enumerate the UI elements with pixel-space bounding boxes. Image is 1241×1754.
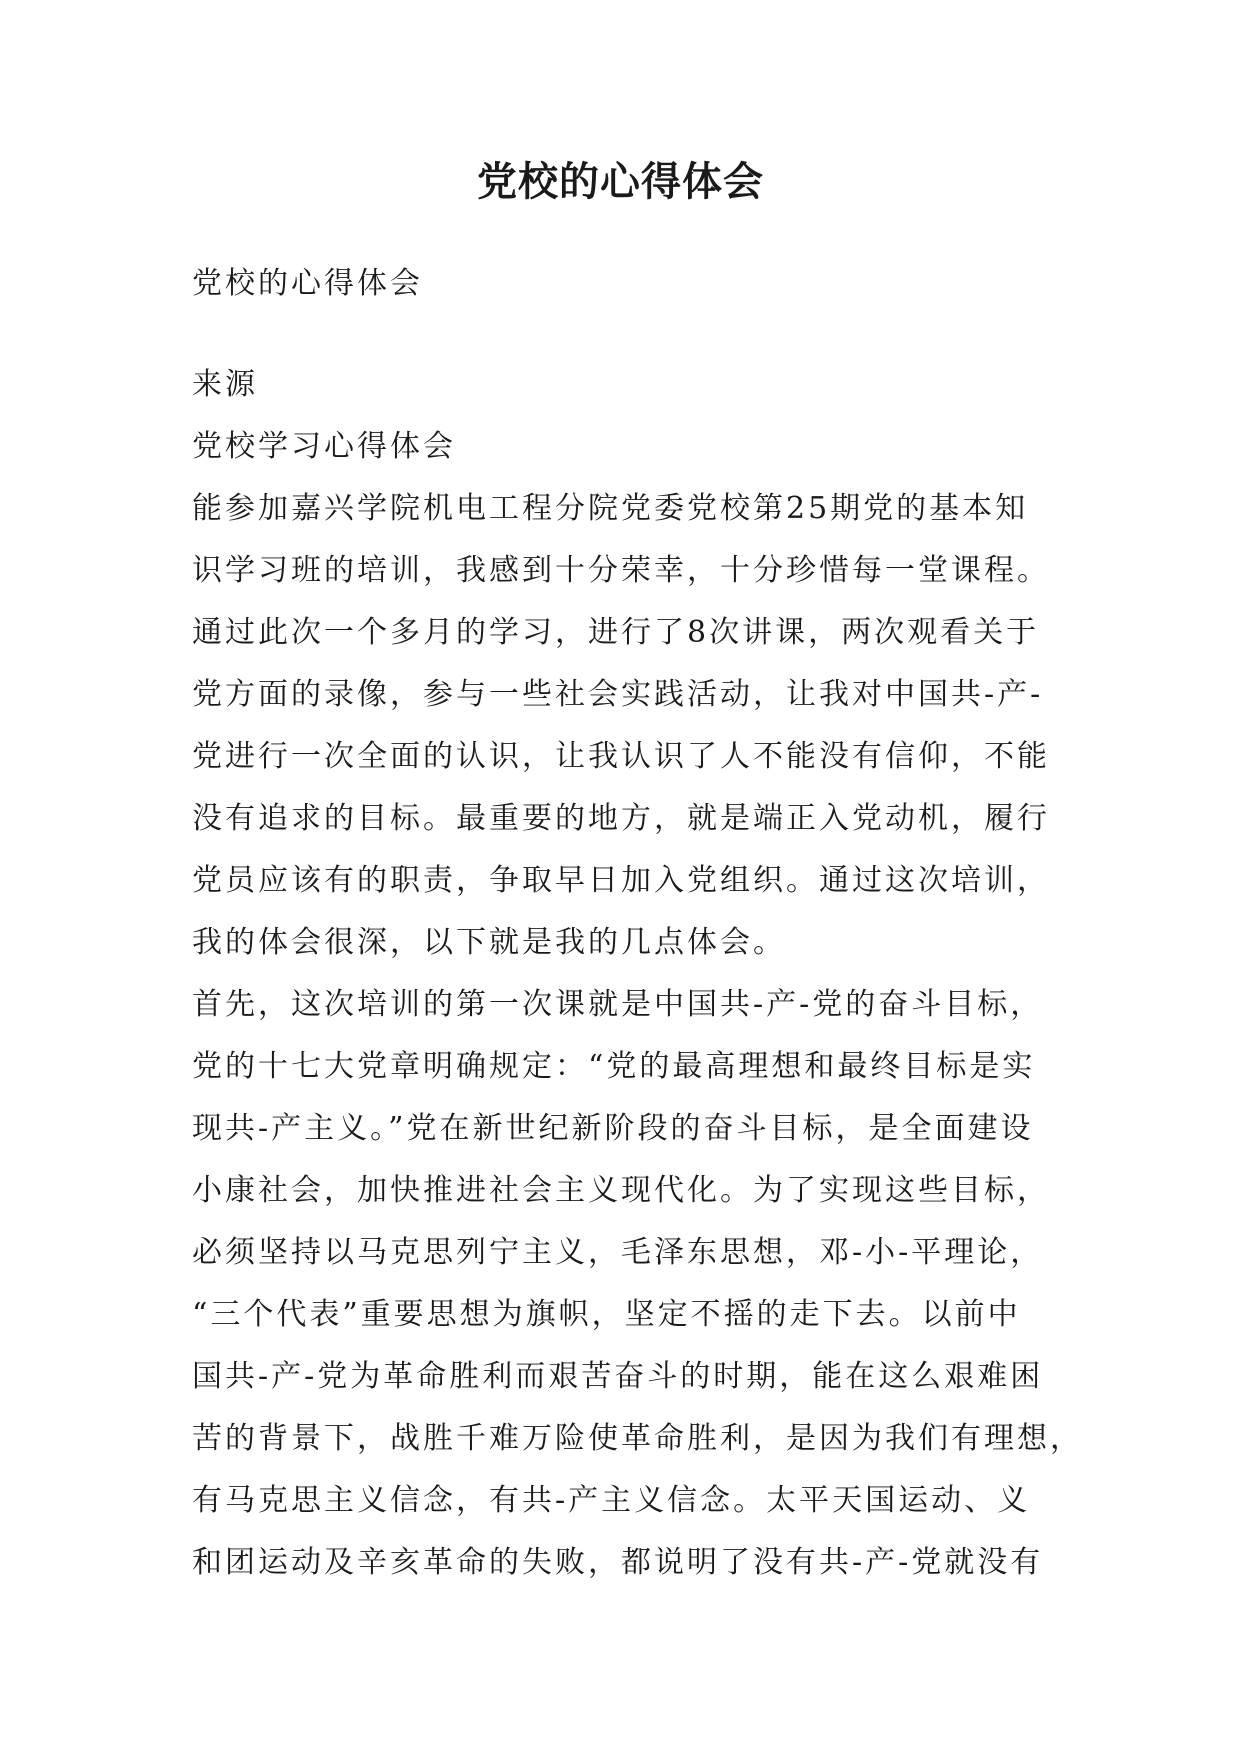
paragraph-2-line: 小康社会，加快推进社会主义现代化。为了实现这些目标， <box>192 1173 1050 1208</box>
subtitle <box>192 253 1052 315</box>
section-heading: 党校学习心得体会 <box>192 429 456 464</box>
paragraph-2-line: 和团运动及辛亥革命的失败，都说明了没有共-产-党就没有 <box>192 1545 1044 1580</box>
paragraph-1-line: 没有追求的目标。最重要的地方，就是端正入党动机，履行 <box>192 801 1050 836</box>
paragraph-1-line: 党进行一次全面的认识，让我认识了人不能没有信仰，不能 <box>192 739 1050 774</box>
subtitle-line: 党校的心得体会 <box>192 266 423 301</box>
paragraph-1-line: 党方面的录像，参与一些社会实践活动，让我对中国共-产- <box>192 677 1044 712</box>
paragraph-2-line: 党的十七大党章明确规定：“党的最高理想和最终目标是实 <box>192 1049 1036 1084</box>
paragraph-2-line: 国共-产-党为革命胜利而艰苦奋斗的时期，能在这么艰难困 <box>192 1359 1044 1394</box>
source-label: 来源 <box>192 367 258 402</box>
paragraph-2-line: 首先，这次培训的第一次课就是中国共-产-党的奋斗目标， <box>192 987 1044 1022</box>
paragraph-2-line: 现共-产主义。”党在新世纪新阶段的奋斗目标，是全面建设 <box>192 1111 1034 1146</box>
paragraph-2-line: 必须坚持以马克思列宁主义，毛泽东思想，邓-小-平理论， <box>192 1235 1044 1270</box>
paragraph-2-line: 苦的背景下，战胜千难万险使革命胜利，是因为我们有理想， <box>192 1421 1083 1456</box>
paragraph-1-line: 能参加嘉兴学院机电工程分院党委党校第25期党的基本知 <box>192 491 1029 526</box>
paragraph-1-line: 我的体会很深，以下就是我的几点体会。 <box>192 925 786 960</box>
paragraph-2-line: 有马克思主义信念，有共-产主义信念。太平天国运动、义 <box>192 1483 1031 1518</box>
paragraph-1-line: 通过此次一个多月的学习，进行了8次讲课，两次观看关于 <box>192 615 1040 650</box>
paragraph-1-line: 党员应该有的职责，争取早日加入党组织。通过这次培训， <box>192 863 1050 898</box>
paragraph-1-line: 识学习班的培训，我感到十分荣幸，十分珍惜每一堂课程。 <box>192 553 1050 588</box>
source-block <box>192 354 1083 1594</box>
document-title: 党校的心得体会 <box>477 158 764 205</box>
paragraph-2-line: “三个代表”重要思想为旗帜，坚定不摇的走下去。以前中 <box>192 1297 1021 1332</box>
